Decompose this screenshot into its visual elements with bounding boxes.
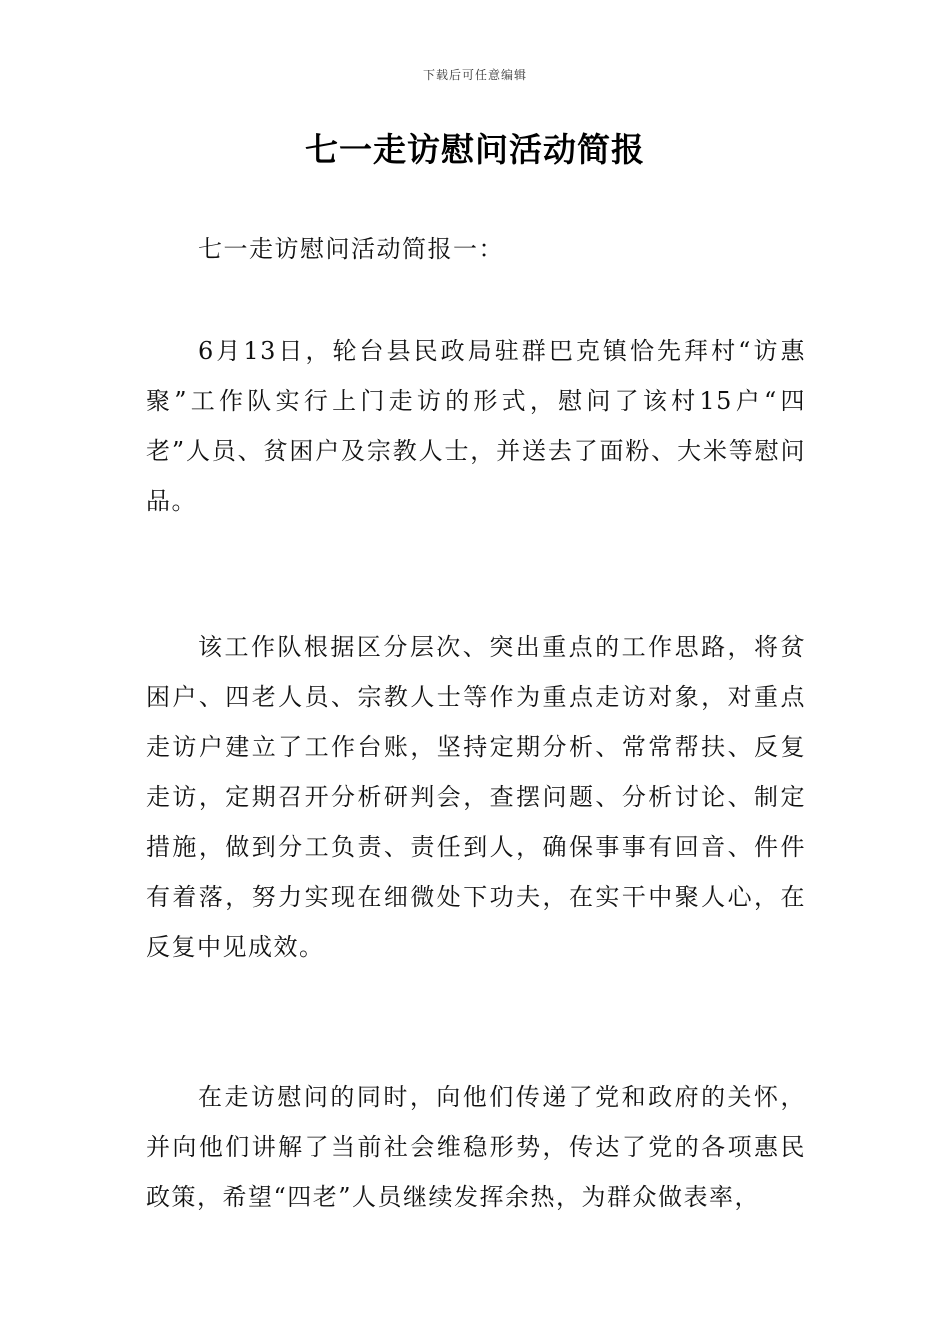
paragraph-1: 6月13日，轮台县民政局驻群巴克镇恰先拜村“访惠聚”工作队实行上门走访的形式，慰问了该村15户“四老”人员、贫困户及宗教人士，并送去了面粉、大米等慰问品。 <box>146 337 806 515</box>
paragraph-3: 在走访慰问的同时，向他们传递了党和政府的关怀，并向他们讲解了当前社会维稳形势，传达了党的各项惠民政策，希望“四老”人员继续发挥余热，为群众做表率， <box>146 1083 806 1211</box>
header-note: 下载后可任意编辑 <box>422 68 527 82</box>
document-title: 七一走访慰问活动简报 <box>305 130 645 169</box>
paragraph-2: 该工作队根据区分层次、突出重点的工作思路，将贫困户、四老人员、宗教人士等作为重点走访对象，对重点走访户建立了工作台账，坚持定期分析、常常帮扶、反复走访，定期召开分析研判会，查摆问题、分析讨论、制定措施，做到分工负责、责任到人，确保事事有回音、件件有着落，努力实现在细微处下功夫，在实干中聚人心，在反复中见成效。 <box>146 633 806 961</box>
section-subheading: 七一走访慰问活动简报一： <box>198 235 504 263</box>
